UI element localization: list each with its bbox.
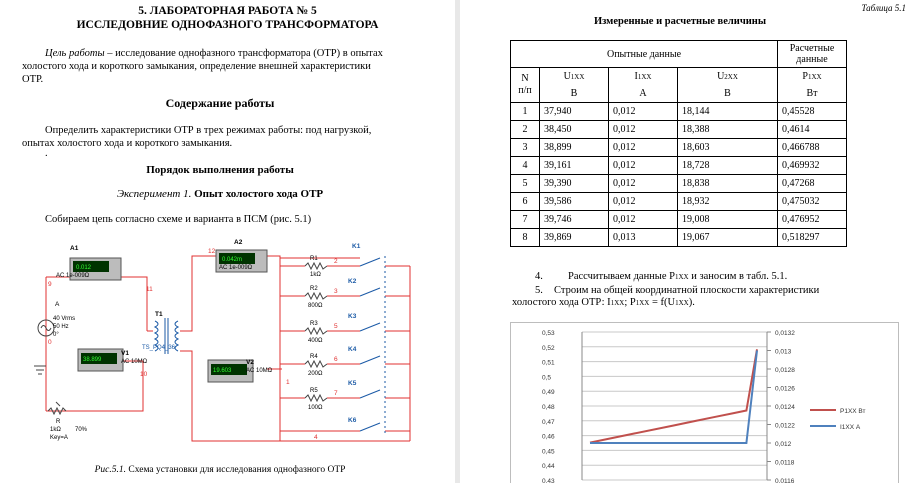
hdr-experimental: Опытные данные: [511, 41, 778, 68]
a1-value: 0.012: [76, 265, 92, 271]
meter-a1: [56, 245, 121, 280]
table-row: [511, 193, 847, 211]
cell-p1: 0,466788: [778, 139, 847, 157]
cell-u1: 37,940: [540, 103, 609, 121]
node-2: 2: [334, 258, 338, 265]
cell-u2: 18,838: [678, 175, 778, 193]
cell-p1: 0,4614: [778, 121, 847, 139]
left-tick-label: 0,49: [542, 389, 555, 397]
step-5-line-2: холостого хода ОТР: I1XX; P1XX = f(U1XX).: [512, 297, 695, 308]
cell-u2: 19,067: [678, 229, 778, 247]
right-page: [460, 0, 909, 483]
left-tick-label: 0,44: [542, 463, 555, 471]
goal-line-1: Цель работы – исследование однофазного трансформатора (ОТР) в опытах: [45, 48, 383, 59]
right-tick-label: 0,0118: [775, 459, 795, 467]
cell-i1: 0,012: [609, 103, 678, 121]
v1-type: AC 10MΩ: [121, 359, 148, 365]
table-row: [511, 229, 847, 247]
assemble-text: Собираем цепь согласно схеме и варианта в ПСМ (рис. 5.1): [45, 214, 312, 225]
pot-pct: 70%: [75, 427, 88, 433]
cell-i1: 0,012: [609, 157, 678, 175]
cell-n: 1: [511, 103, 540, 121]
measurement-table: [510, 40, 847, 247]
k6-label: K6: [348, 417, 357, 424]
cell-n: 4: [511, 157, 540, 175]
table-title: Измеренные и расчетные величины: [593, 16, 767, 27]
goal-line-3: ОТР.: [22, 74, 44, 85]
k2-label: K2: [348, 278, 357, 285]
node-12: 12: [208, 248, 216, 255]
chart: [510, 322, 899, 483]
cell-u2: 18,603: [678, 139, 778, 157]
goal-line-2: холостого хода и короткого замыкания, определение внешней характеристики: [22, 61, 371, 72]
cell-u1: 39,390: [540, 175, 609, 193]
pot-key: Key=A: [50, 435, 68, 441]
table-label: Таблица 5.1: [861, 3, 906, 13]
left-tick-label: 0,48: [542, 404, 555, 411]
content-heading: Содержание работы: [165, 96, 275, 110]
cell-p1: 0,476952: [778, 211, 847, 229]
legend-label-0: P1XX Вт: [840, 408, 866, 415]
left-tick-label: 0,52: [542, 344, 555, 352]
cell-p1: 0,475032: [778, 193, 847, 211]
cell-p1: 0,47268: [778, 175, 847, 193]
meter-v2: [208, 359, 273, 382]
r3-value: 400Ω: [308, 338, 323, 344]
v2-type: AC 10MΩ: [246, 368, 273, 374]
left-tick-label: 0,46: [542, 433, 555, 441]
hdr-calculated: Расчетные данные: [778, 41, 847, 68]
cell-i1: 0,012: [609, 139, 678, 157]
node-4: 4: [314, 434, 318, 441]
unit-u1: В: [540, 85, 609, 103]
right-tick-label: 0,0122: [775, 422, 795, 430]
r1-value: 1kΩ: [310, 272, 321, 278]
col-p1: P1XX: [778, 68, 847, 86]
cell-n: 7: [511, 211, 540, 229]
cell-n: 5: [511, 175, 540, 193]
right-tick-label: 0,0132: [775, 330, 795, 337]
node-11: 11: [146, 286, 153, 293]
step-4-num: 4.: [535, 271, 543, 282]
table-row: [511, 139, 847, 157]
node-7: 7: [334, 390, 338, 397]
cell-u1: 39,586: [540, 193, 609, 211]
cell-u1: 38,450: [540, 121, 609, 139]
table-row: [511, 121, 847, 139]
unit-u2: В: [678, 85, 778, 103]
cell-n: 8: [511, 229, 540, 247]
t1-type: TS_PQ4_36: [142, 345, 176, 351]
v2-value: 19.603: [213, 368, 232, 374]
col-u2: U2XX: [678, 68, 778, 86]
k5-label: K5: [348, 380, 357, 387]
pot-val: 1kΩ: [50, 427, 61, 433]
table-row: [511, 175, 847, 193]
meter-a2: [216, 239, 267, 272]
node-9: 9: [48, 281, 52, 288]
left-tick-label: 0,47: [542, 418, 555, 426]
legend-label-1: I1XX А: [840, 424, 861, 431]
potentiometer: [48, 402, 66, 414]
right-tick-label: 0,012: [775, 441, 792, 448]
left-tick-label: 0,45: [542, 448, 555, 456]
k1-label: K1: [352, 243, 361, 250]
source-l3: 0°: [53, 332, 59, 338]
col-n: N п/п: [511, 68, 540, 103]
r3-name: R3: [310, 321, 318, 327]
cell-u2: 18,388: [678, 121, 778, 139]
cell-p1: 0,518297: [778, 229, 847, 247]
unit-p1: Вт: [778, 85, 847, 103]
cell-u1: 39,869: [540, 229, 609, 247]
table-row: [511, 103, 847, 121]
table-row: [511, 157, 847, 175]
cell-u1: 38,899: [540, 139, 609, 157]
a1-name: A1: [70, 245, 79, 252]
figure-caption: Рис.5.1. Схема установки для исследования однофазного ОТР: [94, 465, 346, 475]
unit-i1: А: [609, 85, 678, 103]
node-10: 10: [140, 371, 148, 378]
v2-name: V2: [246, 359, 254, 366]
a2-name: A2: [234, 239, 243, 246]
cell-p1: 0,469932: [778, 157, 847, 175]
node-5: 5: [334, 323, 338, 330]
col-u1: U1XX: [540, 68, 609, 86]
cell-i1: 0,012: [609, 193, 678, 211]
right-tick-label: 0,013: [775, 348, 792, 356]
content-line-2: опытах холостого хода и короткого замыкания.: [22, 138, 233, 149]
node-0: 0: [48, 339, 52, 346]
col-i1: I1XX: [609, 68, 678, 86]
k3-label: K3: [348, 313, 357, 320]
content-line-1: Определить характеристики ОТР в трех режимах работы: под нагрузкой,: [45, 125, 372, 136]
cell-u2: 18,932: [678, 193, 778, 211]
pot-name: R: [56, 419, 61, 425]
meter-v1: [78, 349, 148, 371]
cell-u2: 19,008: [678, 211, 778, 229]
r4-value: 200Ω: [308, 371, 323, 377]
cell-p1: 0,45528: [778, 103, 847, 121]
cell-i1: 0,012: [609, 121, 678, 139]
step-5-text: Строим на общей координатной плоскости характеристики: [554, 285, 820, 296]
source-l1: 40 Vrms: [53, 316, 76, 322]
r5-name: R5: [310, 388, 318, 394]
step-4-text: Рассчитываем данные P1XX и заносим в табл. 5.1.: [568, 271, 788, 282]
cell-u2: 18,728: [678, 157, 778, 175]
node-6: 6: [334, 356, 338, 363]
left-tick-label: 0,43: [542, 478, 555, 483]
right-tick-label: 0,0124: [775, 404, 795, 411]
source-name: A: [55, 301, 60, 308]
cell-i1: 0,012: [609, 211, 678, 229]
t1-name: T1: [155, 311, 163, 318]
v1-value: 38.899: [83, 357, 102, 363]
experiment-heading: Эксперимент 1. Опыт холостого хода ОТР: [116, 188, 324, 200]
node-1: 1: [286, 379, 290, 386]
lab-title: 5. ЛАБОРАТОРНАЯ РАБОТА № 5: [138, 5, 317, 17]
r5-value: 100Ω: [308, 405, 323, 411]
left-tick-label: 0,53: [542, 330, 555, 337]
cell-i1: 0,013: [609, 229, 678, 247]
cell-n: 3: [511, 139, 540, 157]
a1-type: AC 1e-009Ω: [56, 273, 90, 279]
v1-name: V1: [121, 350, 129, 357]
right-tick-label: 0,0116: [775, 478, 795, 483]
stray-dot: .: [45, 148, 48, 159]
left-tick-label: 0,51: [542, 359, 555, 367]
cell-i1: 0,012: [609, 175, 678, 193]
circuit-diagram: [20, 236, 420, 461]
cell-u2: 18,144: [678, 103, 778, 121]
r2-name: R2: [310, 286, 318, 292]
cell-u1: 39,746: [540, 211, 609, 229]
source-l2: 50 Hz: [53, 324, 69, 330]
r2-value: 800Ω: [308, 303, 323, 309]
r4-name: R4: [310, 354, 318, 360]
left-tick-label: 0,5: [542, 374, 552, 382]
table-row: [511, 211, 847, 229]
lab-subtitle: ИССЛЕДОВНИЕ ОДНОФАЗНОГО ТРАНСФОРМАТОРА: [76, 19, 379, 31]
r1-name: R1: [310, 256, 318, 262]
k4-label: K4: [348, 346, 357, 353]
cell-u1: 39,161: [540, 157, 609, 175]
cell-n: 6: [511, 193, 540, 211]
node-3: 3: [334, 288, 338, 295]
a2-value: 0.042m: [222, 257, 243, 263]
cell-n: 2: [511, 121, 540, 139]
right-tick-label: 0,0128: [775, 367, 795, 374]
step-5-num: 5.: [535, 285, 543, 296]
order-heading: Порядок выполнения работы: [146, 164, 294, 176]
right-tick-label: 0,0126: [775, 385, 795, 393]
a2-type: AC 1e-009Ω: [219, 265, 253, 271]
